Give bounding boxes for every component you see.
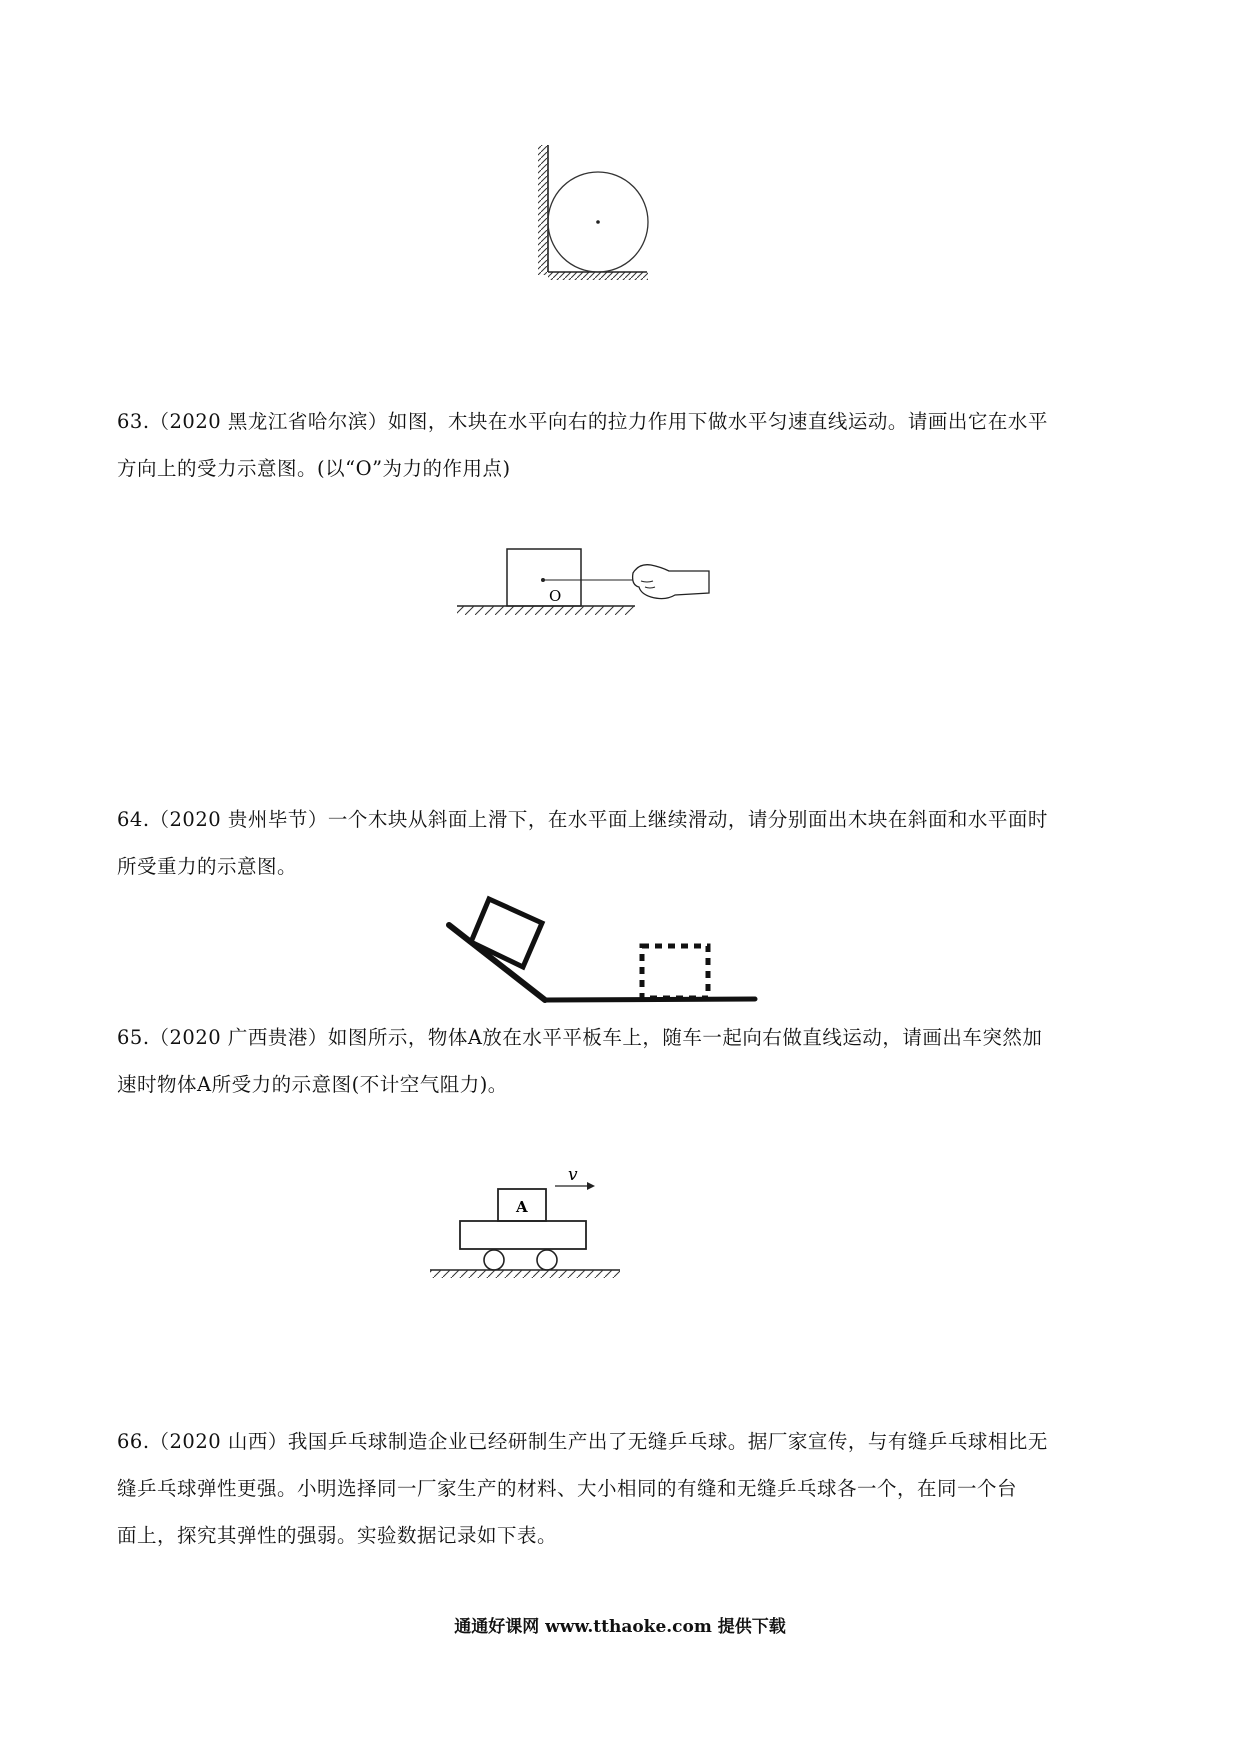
- question-text: 一个木块从斜面上滑下，在水平面上继续滑动，请分别面出木块在斜面和水平面时: [327, 808, 1048, 831]
- question-source: （2020 黑龙江省哈尔滨）: [149, 410, 388, 433]
- question-text: 面上，探究其弹性的强弱。实验数据记录如下表。: [117, 1524, 558, 1547]
- point-o-label: O: [549, 587, 562, 605]
- question-text: 我国乒乓球制造企业已经研制生产出了无缝乒乓球。据厂家宣传，与有缝乒乓球相比无: [287, 1430, 1048, 1453]
- block-a-label: A: [516, 1198, 528, 1216]
- question-text: 速时物体A所受力的示意图(不计空气阻力)。: [117, 1073, 508, 1096]
- question-source: （2020 贵州毕节）: [149, 808, 328, 831]
- velocity-label: v: [568, 1165, 578, 1185]
- block-pull-figure: [455, 545, 715, 625]
- question-text: 如图所示，物体A放在水平平板车上，随车一起向右做直线运动，请画出车突然加: [327, 1026, 1043, 1049]
- page-footer: 通通好课网 www.tthaoke.com 提供下载: [454, 1617, 786, 1637]
- question-text: 缝乒乓球弹性更强。小明选择同一厂家生产的材料、大小相同的有缝和无缝乒乓球各一个，在同一个台: [117, 1477, 1018, 1500]
- question-text: 所受重力的示意图。: [117, 855, 298, 878]
- question-source: （2020 山西）: [149, 1430, 288, 1453]
- question-64: [117, 796, 1127, 890]
- ball-wall-figure: [535, 140, 655, 280]
- question-63: [117, 398, 1127, 492]
- question-66: [117, 1418, 1127, 1559]
- question-number: 64.: [117, 808, 150, 831]
- question-source: （2020 广西贵港）: [149, 1026, 328, 1049]
- question-number: 63.: [117, 410, 150, 433]
- question-number: 65.: [117, 1026, 150, 1049]
- question-text: 如图，木块在水平向右的拉力作用下做水平匀速直线运动。请画出它在水平: [387, 410, 1048, 433]
- cart-figure: [425, 1160, 625, 1280]
- question-number: 66.: [117, 1430, 150, 1453]
- question-65: [117, 1014, 1127, 1108]
- question-text: 方向上的受力示意图。(以“O”为力的作用点): [117, 457, 511, 480]
- incline-figure: [445, 895, 765, 1015]
